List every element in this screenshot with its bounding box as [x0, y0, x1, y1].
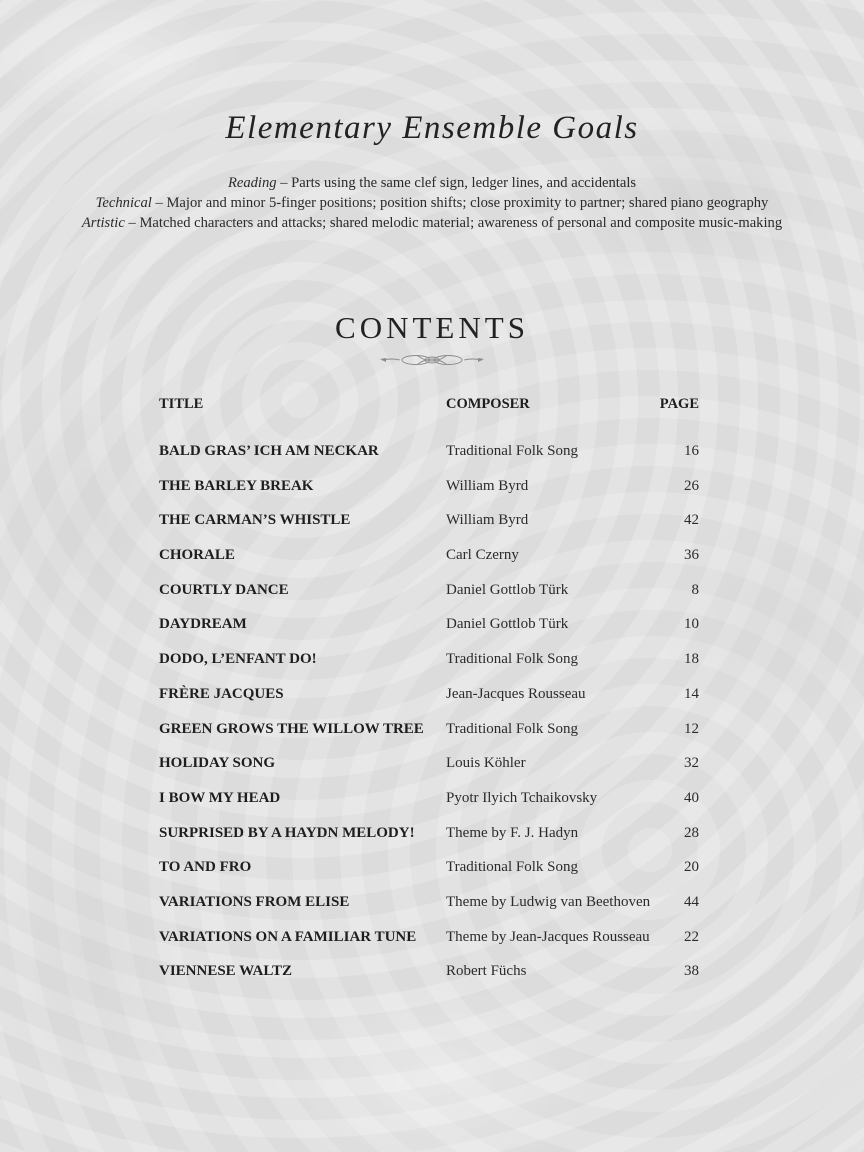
- song-title: THE CARMAN’S WHISTLE: [159, 512, 351, 529]
- column-header-page: PAGE: [659, 396, 699, 412]
- song-page: 22: [684, 928, 699, 945]
- song-page: 42: [684, 512, 699, 529]
- song-title: THE BARLEY BREAK: [159, 477, 314, 494]
- table-row: [159, 721, 699, 741]
- song-composer: Traditional Folk Song: [446, 651, 578, 668]
- column-header-title: TITLE: [159, 396, 204, 412]
- song-title: VIENNESE WALTZ: [159, 963, 292, 980]
- song-page: 36: [684, 547, 699, 564]
- song-page: 20: [684, 859, 699, 876]
- goals-list: [0, 173, 864, 233]
- song-title: TO AND FRO: [159, 859, 252, 876]
- song-composer: Pyotr Ilyich Tchaikovsky: [446, 789, 598, 806]
- table-row: [159, 547, 699, 567]
- song-title: BALD GRAS’ ICH AM NECKAR: [159, 443, 379, 459]
- song-composer: Theme by F. J. Hadyn: [446, 824, 579, 841]
- table-row: [159, 894, 699, 914]
- song-composer: Theme by Ludwig van Beethoven: [446, 893, 651, 910]
- song-page: 38: [684, 963, 699, 980]
- flourish-ornament-icon: [378, 352, 486, 368]
- song-page: 40: [684, 789, 699, 806]
- goal-text: – Matched characters and attacks; shared melodic material; awareness of personal and composite music-making: [124, 215, 783, 231]
- song-composer: William Byrd: [446, 477, 529, 494]
- goal-text: – Major and minor 5-finger positions; position shifts; close proximity to partner; shared piano geography: [151, 195, 769, 211]
- song-title: CHORALE: [159, 547, 235, 564]
- goal-reading: [0, 173, 864, 193]
- song-page: 26: [684, 477, 699, 494]
- song-page: 18: [684, 651, 699, 668]
- song-title: HOLIDAY SONG: [159, 755, 276, 772]
- song-composer: Traditional Folk Song: [446, 859, 578, 876]
- song-title: I BOW MY HEAD: [159, 789, 281, 806]
- table-of-contents: [159, 396, 699, 998]
- toc-header-row: [159, 396, 699, 416]
- table-row: [159, 825, 699, 845]
- song-title: FRÈRE JACQUES: [159, 685, 284, 702]
- table-row: [159, 478, 699, 498]
- table-row: [159, 755, 699, 775]
- song-page: 10: [684, 616, 699, 633]
- song-composer: Jean-Jacques Rousseau: [446, 685, 586, 702]
- table-row: [159, 859, 699, 879]
- goal-text: – Parts using the same clef sign, ledger lines, and accidentals: [276, 175, 637, 191]
- table-row: [159, 616, 699, 636]
- song-title: VARIATIONS FROM ELISE: [159, 893, 350, 910]
- song-page: 28: [684, 824, 699, 841]
- song-page: 8: [691, 581, 699, 598]
- song-composer: Daniel Gottlob Türk: [446, 581, 569, 598]
- table-row: [159, 963, 699, 983]
- song-page: 14: [684, 685, 699, 702]
- table-row: [159, 512, 699, 532]
- table-row: [159, 790, 699, 810]
- song-page: 16: [684, 443, 699, 459]
- song-composer: Carl Czerny: [446, 547, 519, 564]
- goal-technical: [0, 193, 864, 213]
- song-composer: Robert Füchs: [446, 963, 527, 980]
- song-title: DAYDREAM: [159, 616, 247, 633]
- goal-label: Technical: [95, 195, 152, 211]
- goal-artistic: [0, 213, 864, 233]
- goal-label: Reading: [227, 175, 277, 191]
- contents-heading: CONTENTS: [335, 310, 529, 345]
- song-composer: William Byrd: [446, 512, 529, 529]
- song-page: 44: [684, 893, 699, 910]
- goal-label: Artistic: [81, 215, 125, 231]
- column-header-composer: COMPOSER: [446, 396, 530, 412]
- song-title: COURTLY DANCE: [159, 581, 289, 598]
- table-row: [159, 443, 699, 463]
- song-title: DODO, L’ENFANT DO!: [159, 651, 317, 668]
- song-composer: Daniel Gottlob Türk: [446, 616, 569, 633]
- table-row: [159, 929, 699, 949]
- song-composer: Traditional Folk Song: [446, 443, 578, 459]
- song-page: 12: [684, 720, 699, 737]
- song-composer: Traditional Folk Song: [446, 720, 578, 737]
- song-title: GREEN GROWS THE WILLOW TREE: [159, 720, 424, 737]
- song-title: VARIATIONS ON A FAMILIAR TUNE: [159, 928, 417, 945]
- song-composer: Louis Köhler: [446, 755, 526, 772]
- goals-title: Elementary Ensemble Goals: [225, 110, 639, 146]
- song-title: SURPRISED BY A HAYDN MELODY!: [159, 824, 415, 841]
- table-row: [159, 651, 699, 671]
- song-composer: Theme by Jean-Jacques Rousseau: [446, 928, 650, 945]
- song-page: 32: [684, 755, 699, 772]
- table-row: [159, 686, 699, 706]
- table-row: [159, 582, 699, 602]
